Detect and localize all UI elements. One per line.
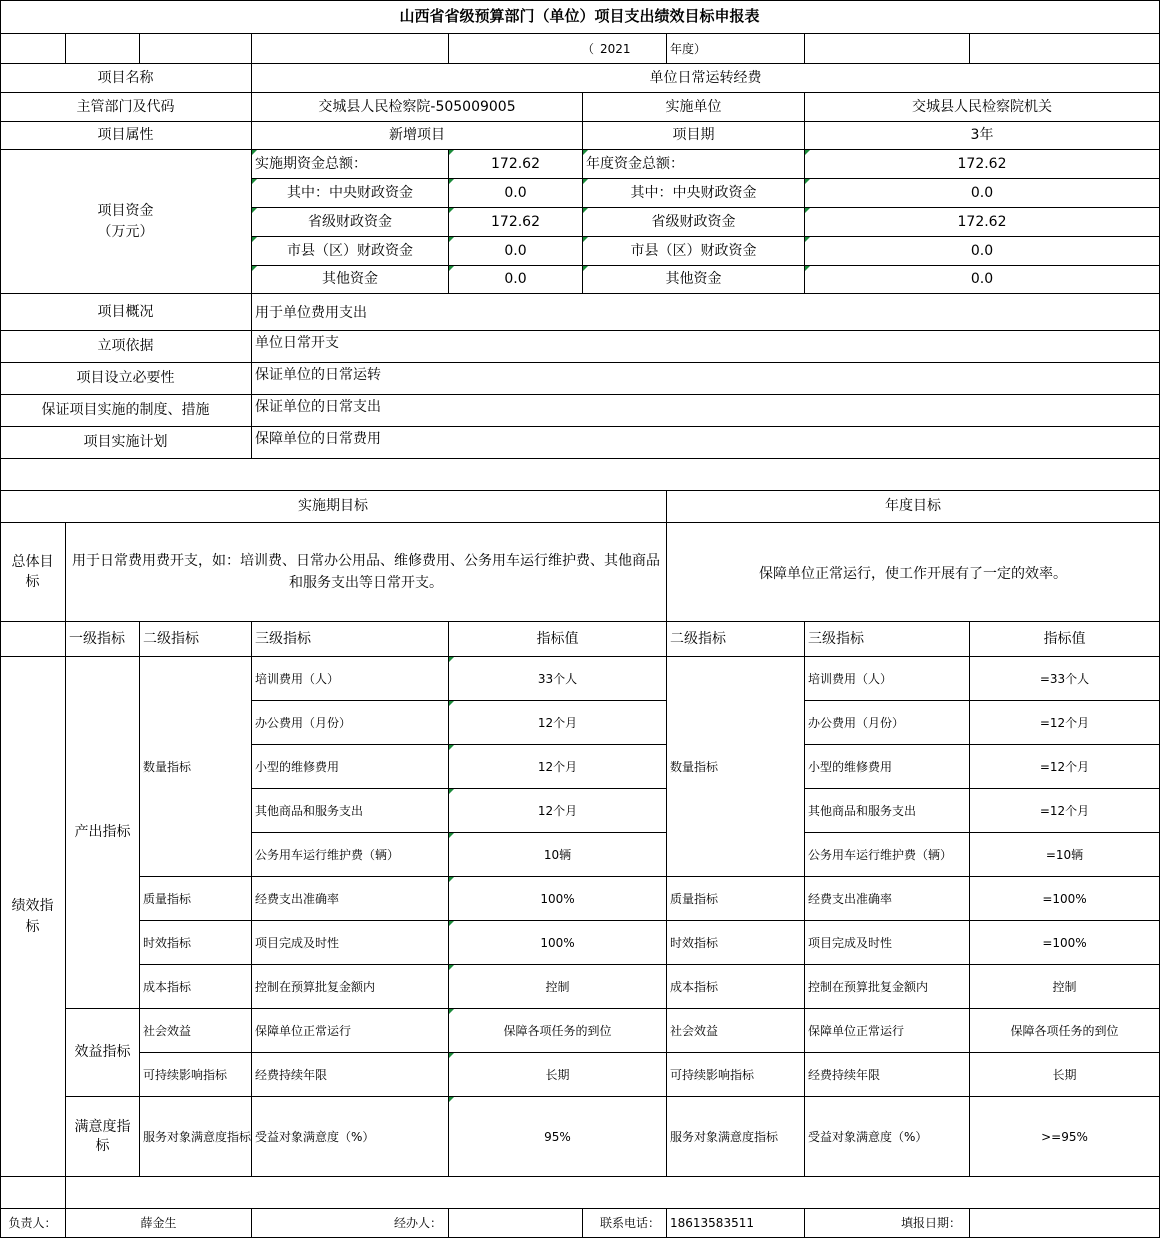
overview-label: 项目概况 <box>0 294 252 331</box>
impl-target-header: 实施期目标 <box>0 491 667 523</box>
indicator-value: 100% <box>449 877 667 921</box>
indicator-level3: 公务用车运行维护费（辆） <box>252 833 449 877</box>
indicator-value: 95% <box>449 1097 667 1177</box>
indicator-level2: 质量指标 <box>140 877 252 921</box>
level2-header: 二级指标 <box>140 622 252 657</box>
indicator-level2: 社会效益 <box>140 1009 252 1053</box>
impl-unit-value: 交城县人民检察院机关 <box>805 93 1160 122</box>
indicator-value-annual: 长期 <box>970 1053 1160 1097</box>
necessity-value: 保证单位的日常运转 <box>252 363 1160 395</box>
spacer-row <box>0 459 1160 491</box>
indicator-value-annual: =12个月 <box>970 701 1160 745</box>
indicator-level3: 其他商品和服务支出 <box>252 789 449 833</box>
indicator-level2: 可持续影响指标 <box>140 1053 252 1097</box>
indicator-level3: 小型的维修费用 <box>252 745 449 789</box>
funds-left-label: 实施期资金总额： <box>252 150 449 179</box>
indicator-level3: 项目完成及时性 <box>252 921 449 965</box>
blank-cell <box>252 34 449 64</box>
indicator-value-annual: 保障各项任务的到位 <box>970 1009 1160 1053</box>
blank-cell <box>0 34 66 64</box>
handler-label: 经办人： <box>252 1209 449 1238</box>
project-name-label: 项目名称 <box>0 64 252 93</box>
funds-right-value: 0.0 <box>805 237 1160 266</box>
handler-value <box>449 1209 583 1238</box>
date-value <box>970 1209 1160 1238</box>
indicator-value-annual: >=95% <box>970 1097 1160 1177</box>
funds-left-label: 省级财政资金 <box>252 208 449 237</box>
indicator-value-annual: =12个月 <box>970 789 1160 833</box>
funds-right-value: 172.62 <box>805 208 1160 237</box>
plan-value: 保障单位的日常费用 <box>252 427 1160 459</box>
perf-indicator-label: 绩效指标 <box>0 657 66 1177</box>
level3-annual-header: 三级指标 <box>805 622 970 657</box>
basis-label: 立项依据 <box>0 331 252 363</box>
output-indicator-label: 产出指标 <box>66 657 140 1009</box>
period-value: 3年 <box>805 122 1160 150</box>
necessity-label: 项目设立必要性 <box>0 363 252 395</box>
satisfaction-indicator-label: 满意度指标 <box>66 1097 140 1177</box>
year-value: 2021 <box>600 41 631 56</box>
overview-value: 用于单位费用支出 <box>252 294 1160 331</box>
indicator-level2: 成本指标 <box>140 965 252 1009</box>
indicator-value: 12个月 <box>449 745 667 789</box>
dept-value: 交城县人民检察院-505009005 <box>252 93 583 122</box>
indicator-level3: 保障单位正常运行 <box>252 1009 449 1053</box>
indicator-level3-annual: 经费支出准确率 <box>805 877 970 921</box>
period-label: 项目期 <box>583 122 805 150</box>
annual-target-text: 保障单位正常运行，使工作开展有了一定的效率。 <box>667 523 1160 622</box>
indicator-value: 100% <box>449 921 667 965</box>
indicator-level2: 时效指标 <box>140 921 252 965</box>
indicator-level3-annual: 公务用车运行维护费（辆） <box>805 833 970 877</box>
project-name-value: 单位日常运转经费 <box>252 64 1160 93</box>
funds-right-label: 其中：中央财政资金 <box>583 179 805 208</box>
indicator-level3: 经费持续年限 <box>252 1053 449 1097</box>
indicator-level2-annual: 质量指标 <box>667 877 805 921</box>
impl-unit-label: 实施单位 <box>583 93 805 122</box>
indicator-value-annual: =100% <box>970 921 1160 965</box>
indicator-level3-annual: 保障单位正常运行 <box>805 1009 970 1053</box>
blank-cell <box>0 622 66 657</box>
indicator-value-annual: =10辆 <box>970 833 1160 877</box>
indicator-level2-annual: 成本指标 <box>667 965 805 1009</box>
indicator-level2-annual: 可持续影响指标 <box>667 1053 805 1097</box>
blank-cell <box>805 34 970 64</box>
phone-label: 联系电话： <box>583 1209 667 1238</box>
indicator-value: 10辆 <box>449 833 667 877</box>
funds-left-value: 172.62 <box>449 150 583 179</box>
funds-left-label: 其他资金 <box>252 266 449 294</box>
form-title: 山西省省级预算部门（单位）项目支出绩效目标申报表 <box>0 0 1160 34</box>
blank-cell <box>140 34 252 64</box>
quantity-label: 数量指标 <box>140 657 252 877</box>
owner-label: 负责人： <box>0 1209 66 1238</box>
date-label: 填报日期： <box>805 1209 970 1238</box>
indicator-level3: 受益对象满意度（%） <box>252 1097 449 1177</box>
funds-right-label: 省级财政资金 <box>583 208 805 237</box>
funds-left-label: 市县（区）财政资金 <box>252 237 449 266</box>
attr-value: 新增项目 <box>252 122 583 150</box>
indicator-level3-annual: 培训费用（人） <box>805 657 970 701</box>
indicator-level2: 服务对象满意度指标 <box>140 1097 252 1177</box>
indicator-level3-annual: 办公费用（月份） <box>805 701 970 745</box>
indicator-value: 33个人 <box>449 657 667 701</box>
indicator-value: 12个月 <box>449 701 667 745</box>
basis-value: 单位日常开支 <box>252 331 1160 363</box>
indicator-level3-annual: 项目完成及时性 <box>805 921 970 965</box>
attr-label: 项目属性 <box>0 122 252 150</box>
funds-label: 项目资金 （万元） <box>0 150 252 294</box>
indicator-level3-annual: 小型的维修费用 <box>805 745 970 789</box>
indicator-level3-annual: 经费持续年限 <box>805 1053 970 1097</box>
funds-right-value: 172.62 <box>805 150 1160 179</box>
indicator-level2-annual: 时效指标 <box>667 921 805 965</box>
indicator-value: 12个月 <box>449 789 667 833</box>
indicator-level2-annual: 社会效益 <box>667 1009 805 1053</box>
indicator-value-annual: =100% <box>970 877 1160 921</box>
indicator-level3-annual: 其他商品和服务支出 <box>805 789 970 833</box>
overall-target-label: 总体目标 <box>0 523 66 622</box>
impl-target-text: 用于日常费用费开支，如：培训费、日常办公用品、维修费用、公务用车运行维护费、其他商品和服务支出等日常开支。 <box>66 523 667 622</box>
plan-label: 项目实施计划 <box>0 427 252 459</box>
indicator-value: 控制 <box>449 965 667 1009</box>
funds-right-value: 0.0 <box>805 179 1160 208</box>
benefit-indicator-label: 效益指标 <box>66 1009 140 1097</box>
dept-label: 主管部门及代码 <box>0 93 252 122</box>
owner-value: 薛金生 <box>66 1209 252 1238</box>
level1-header: 一级指标 <box>66 622 140 657</box>
funds-left-value: 0.0 <box>449 266 583 294</box>
indicator-value-annual: =33个人 <box>970 657 1160 701</box>
value-header: 指标值 <box>449 622 667 657</box>
year-close: 年度） <box>667 34 805 64</box>
funds-right-label: 市县（区）财政资金 <box>583 237 805 266</box>
year-open: （ 2021 <box>449 34 667 64</box>
funds-right-value: 0.0 <box>805 266 1160 294</box>
indicator-level3: 控制在预算批复金额内 <box>252 965 449 1009</box>
funds-right-label: 年度资金总额： <box>583 150 805 179</box>
blank-cell <box>66 34 140 64</box>
funds-left-value: 0.0 <box>449 179 583 208</box>
annual-target-header: 年度目标 <box>667 491 1160 523</box>
indicator-level3: 经费支出准确率 <box>252 877 449 921</box>
indicator-level3-annual: 控制在预算批复金额内 <box>805 965 970 1009</box>
value-annual-header: 指标值 <box>970 622 1160 657</box>
indicator-value: 保障各项任务的到位 <box>449 1009 667 1053</box>
funds-left-value: 172.62 <box>449 208 583 237</box>
blank-cell <box>0 1177 66 1209</box>
phone-value: 18613583511 <box>667 1209 805 1238</box>
measures-label: 保证项目实施的制度、措施 <box>0 395 252 427</box>
level3-header: 三级指标 <box>252 622 449 657</box>
funds-left-label: 其中：中央财政资金 <box>252 179 449 208</box>
indicator-level3: 办公费用（月份） <box>252 701 449 745</box>
quantity-label-annual: 数量指标 <box>667 657 805 877</box>
funds-right-label: 其他资金 <box>583 266 805 294</box>
indicator-level2-annual: 服务对象满意度指标 <box>667 1097 805 1177</box>
level2-annual-header: 二级指标 <box>667 622 805 657</box>
blank-cell <box>66 1177 1160 1209</box>
funds-left-value: 0.0 <box>449 237 583 266</box>
blank-cell <box>970 34 1160 64</box>
indicator-value: 长期 <box>449 1053 667 1097</box>
indicator-level3-annual: 受益对象满意度（%） <box>805 1097 970 1177</box>
measures-value: 保证单位的日常支出 <box>252 395 1160 427</box>
indicator-value-annual: 控制 <box>970 965 1160 1009</box>
indicator-value-annual: =12个月 <box>970 745 1160 789</box>
indicator-level3: 培训费用（人） <box>252 657 449 701</box>
